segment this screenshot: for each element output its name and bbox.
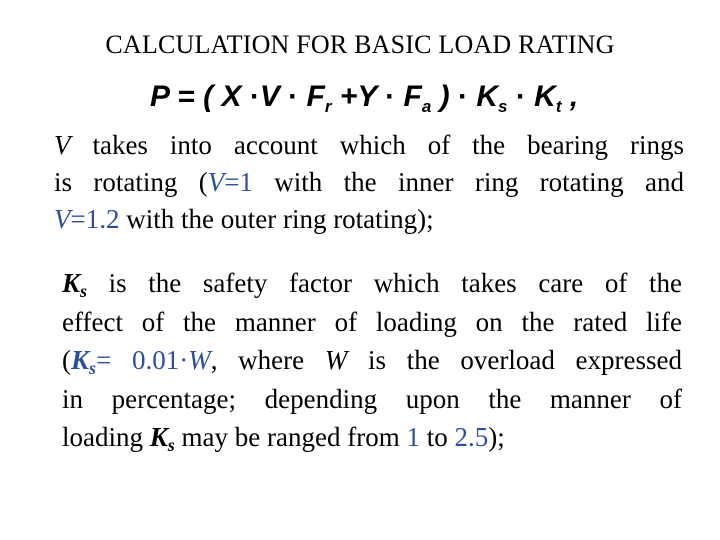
formula-dot: · bbox=[249, 80, 260, 113]
formula-comma: , bbox=[569, 80, 579, 113]
para1-line1-text: takes into account which of the bearing rings bbox=[70, 130, 684, 160]
para1-line2-post: with the inner ring rotating and bbox=[252, 167, 685, 197]
symbol-ks: $K_s$ bbox=[149, 422, 175, 455]
formula-dot: · bbox=[457, 80, 468, 113]
symbol-ks: $K_s$ bbox=[62, 268, 88, 301]
range-max-value: 2.5 bbox=[454, 422, 489, 452]
para2-line-3 bbox=[62, 341, 682, 380]
symbol-w: W bbox=[324, 345, 348, 375]
formula-close: ) bbox=[439, 80, 450, 113]
symbol-w: W bbox=[188, 345, 211, 375]
formula-k: K bbox=[534, 80, 556, 113]
para2-line2-text: effect of the manner of loading on the rated life bbox=[62, 306, 682, 337]
load-rating-formula bbox=[150, 80, 578, 114]
para2-line5-post: ); bbox=[488, 422, 505, 452]
para1-line2-pre: is rotating ( bbox=[54, 167, 208, 197]
para2-line3-mid: , where bbox=[210, 345, 325, 375]
paragraph-ks-factor bbox=[62, 264, 682, 457]
para2-line-1 bbox=[62, 264, 682, 303]
paragraph-v-factor bbox=[54, 127, 684, 238]
para2-line-5 bbox=[62, 418, 682, 457]
symbol-ks: $K_s$ bbox=[71, 345, 97, 378]
para2-line3-post: is the overload expressed bbox=[347, 345, 683, 375]
para1-line-2 bbox=[54, 164, 684, 201]
para2-line5-pre: loading bbox=[62, 422, 150, 452]
para2-line-4 bbox=[62, 380, 682, 419]
range-min-value: 1 bbox=[406, 422, 420, 452]
formula-dot: · bbox=[288, 80, 299, 113]
para1-line3-post: with the outer ring rotating); bbox=[119, 204, 434, 234]
slide-title: CALCULATION FOR BASIC LOAD RATING bbox=[105, 30, 615, 59]
formula-f: F bbox=[306, 80, 325, 113]
para2-line5-mid: may be ranged from bbox=[174, 422, 407, 452]
ks-formula-value: = 0.01· bbox=[96, 345, 189, 375]
para2-line5-to: to bbox=[419, 422, 455, 452]
formula-k: K bbox=[476, 80, 498, 113]
value-v-inner: =1 bbox=[224, 167, 253, 197]
para2-line3-open: ( bbox=[62, 345, 71, 375]
para1-line-1 bbox=[54, 127, 684, 164]
formula-f: F bbox=[403, 80, 422, 113]
para2-line4-text: in percentage; depending upon the manner of bbox=[62, 383, 682, 414]
formula-sub-r: r bbox=[324, 97, 332, 116]
formula-v: V bbox=[259, 80, 280, 113]
formula-dot: · bbox=[385, 80, 396, 113]
para1-line-3 bbox=[54, 201, 684, 238]
value-v-outer: =1.2 bbox=[70, 204, 120, 234]
formula-eq-open: = ( bbox=[177, 80, 214, 113]
symbol-v: V bbox=[207, 167, 225, 197]
formula-plus: + bbox=[339, 80, 358, 113]
formula-p: P bbox=[150, 80, 169, 113]
formula-sub-t: t bbox=[555, 97, 562, 116]
formula-x: X bbox=[221, 80, 242, 113]
formula-sub-s: s bbox=[498, 97, 508, 116]
formula-sub-a: a bbox=[421, 97, 432, 116]
formula-dot: · bbox=[515, 80, 526, 113]
para2-line-2 bbox=[62, 303, 682, 342]
symbol-v: V bbox=[54, 204, 71, 234]
para2-line1-text: is the safety factor which takes care of the bbox=[87, 268, 682, 298]
formula-y: Y bbox=[357, 80, 377, 113]
symbol-v: V bbox=[54, 130, 71, 160]
